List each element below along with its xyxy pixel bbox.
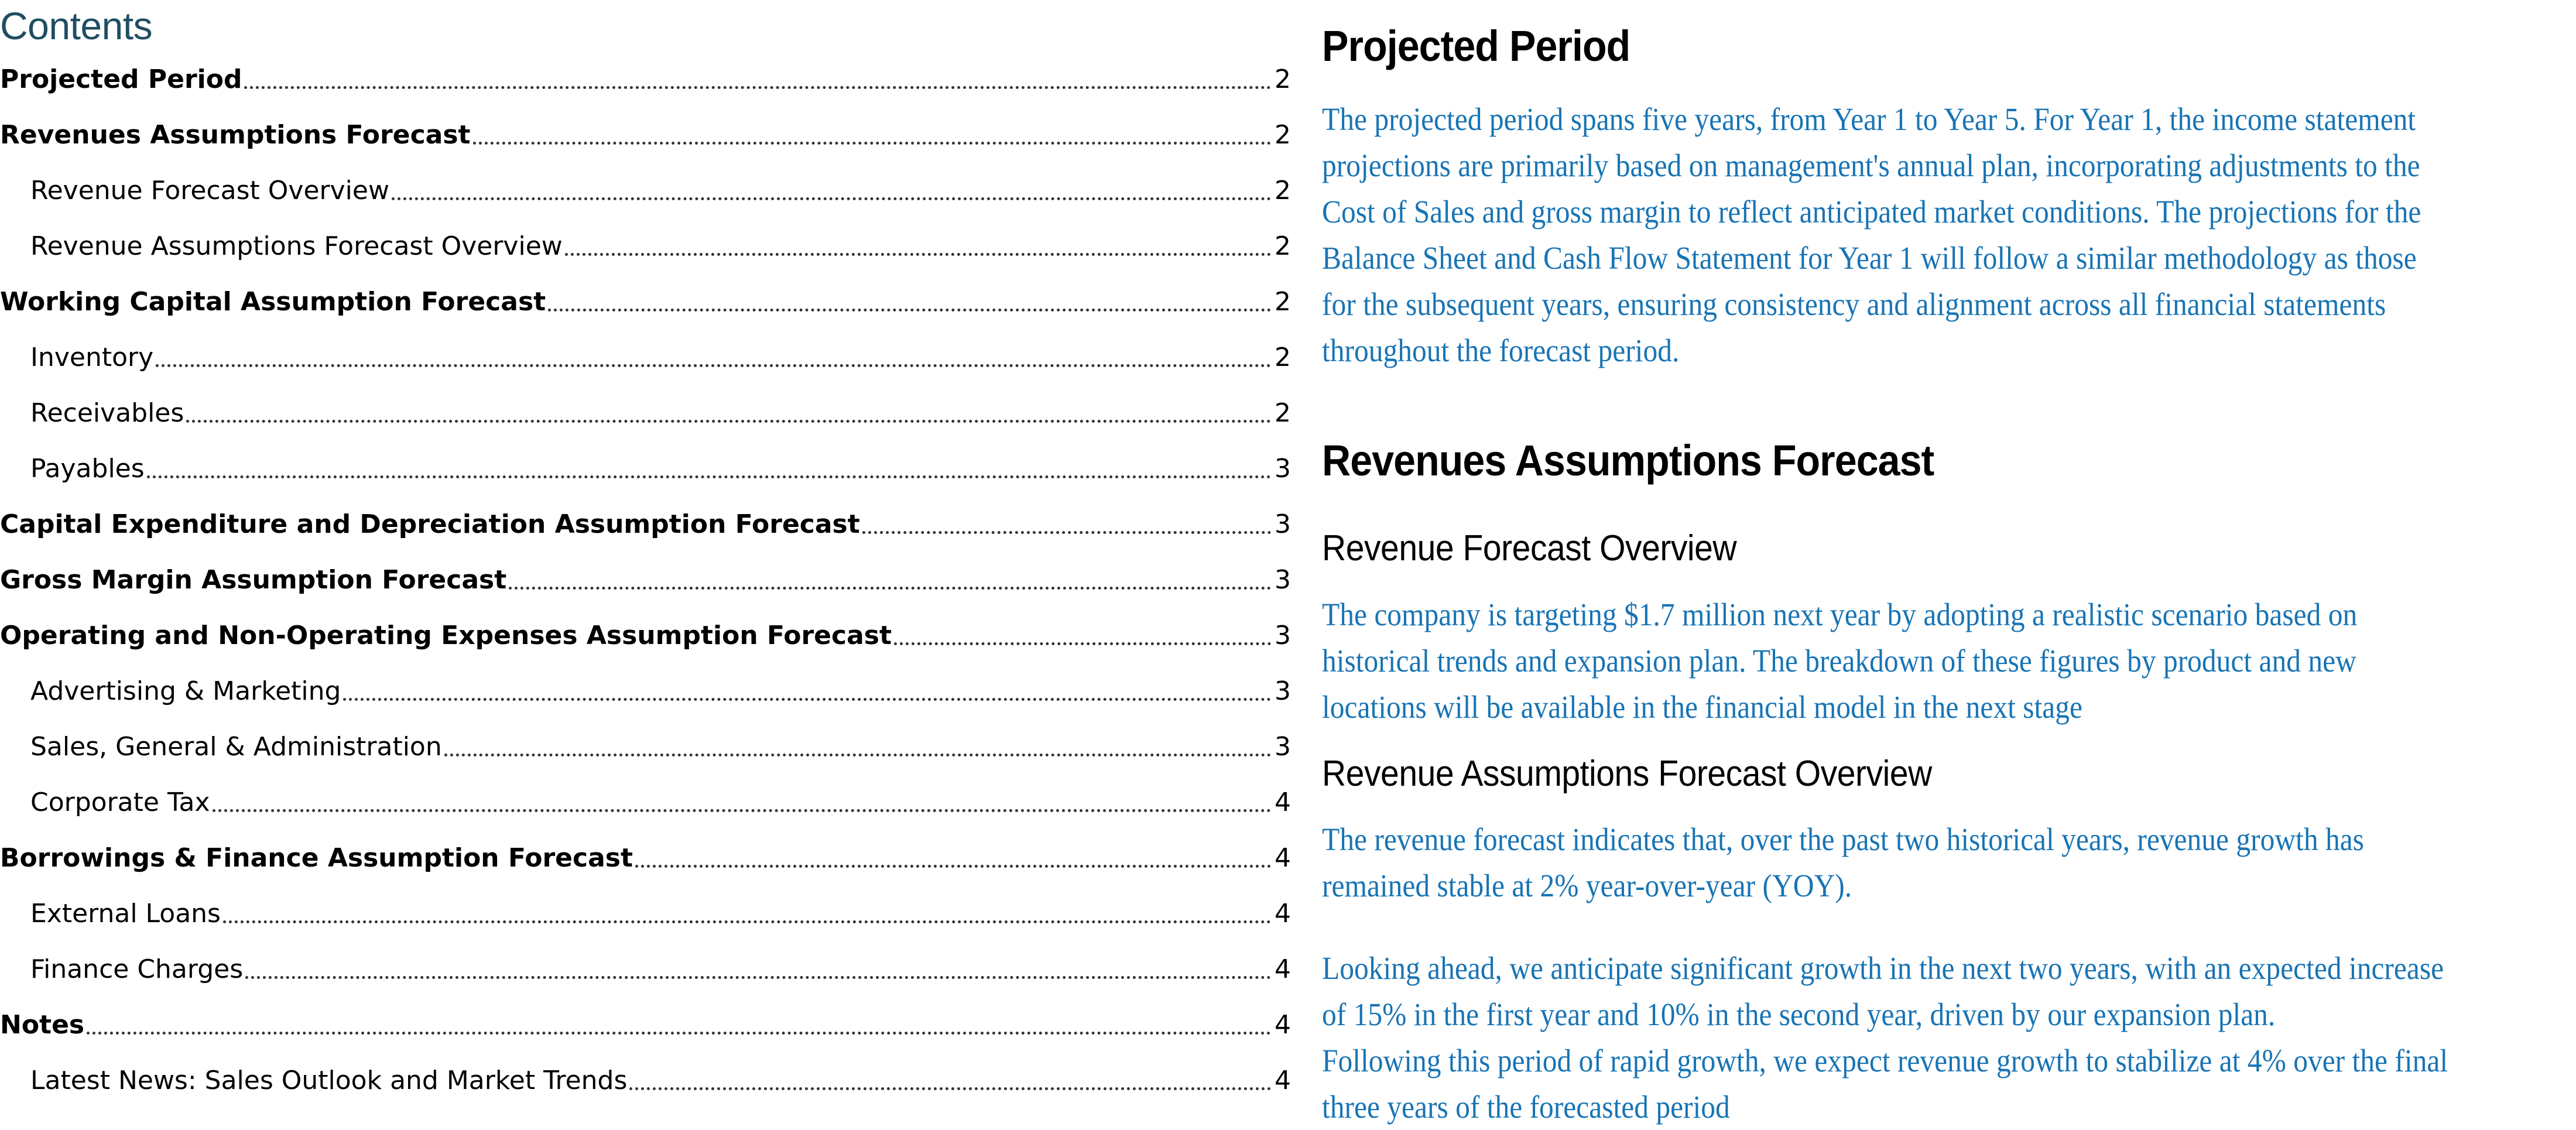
toc-entry-capital-expenditure-depreciation[interactable] <box>0 502 1291 541</box>
toc-entry-text: Revenues Assumptions Forecast <box>0 120 471 150</box>
paragraph-line: locations will be available in the financial model in the next stage <box>1322 689 2082 725</box>
toc-entry-finance-charges[interactable] <box>0 947 1291 986</box>
toc-page-number: 4 <box>1275 954 1291 984</box>
toc-entry-corporate-tax[interactable] <box>0 780 1291 819</box>
paragraph-line: historical trends and expansion plan. The breakdown of these figures by product and new <box>1322 643 2356 679</box>
toc-page-number: 2 <box>1275 231 1291 261</box>
toc-entry-advertising-marketing[interactable] <box>0 669 1291 708</box>
toc-leader <box>862 531 1271 534</box>
toc-page-number: 3 <box>1275 509 1291 539</box>
toc-page-number: 4 <box>1275 899 1291 929</box>
toc-entry-text: External Loans <box>30 899 221 929</box>
heading-revenue-forecast-overview: Revenue Forecast Overview <box>1322 528 1737 569</box>
toc-entry-text: Notes <box>0 1010 85 1040</box>
toc-entry-borrowings-finance[interactable] <box>0 836 1291 875</box>
paragraph-line: The company is targeting $1.7 million next year by adopting a realistic scenario based on <box>1322 597 2358 632</box>
toc-entry-latest-news[interactable] <box>0 1059 1291 1097</box>
paragraph-line: for the subsequent years, ensuring consistency and alignment across all financial statements <box>1322 286 2386 322</box>
toc-entry-text: Working Capital Assumption Forecast <box>0 287 546 317</box>
toc-leader <box>629 1087 1271 1090</box>
toc-entry-operating-non-operating-expenses[interactable] <box>0 614 1291 652</box>
toc-entry-external-loans[interactable] <box>0 892 1291 930</box>
toc-entry-text: Revenue Forecast Overview <box>30 176 389 206</box>
toc-entry-revenue-forecast-overview[interactable] <box>0 169 1291 207</box>
toc-leader <box>565 253 1271 256</box>
toc-entry-text: Operating and Non-Operating Expenses Assumption Forecast <box>0 621 892 650</box>
paragraph-line: The revenue forecast indicates that, over the past two historical years, revenue growth has <box>1322 821 2364 857</box>
toc-entry-projected-period[interactable] <box>0 57 1291 96</box>
toc-entry-text: Finance Charges <box>30 954 244 984</box>
toc-page-number: 2 <box>1275 398 1291 428</box>
toc-page-number: 2 <box>1275 287 1291 317</box>
toc-entry-receivables[interactable] <box>0 391 1291 430</box>
toc-entry-text: Payables <box>30 454 145 484</box>
toc-entry-revenue-assumptions-forecast-overview[interactable] <box>0 224 1291 263</box>
toc-leader <box>147 475 1271 478</box>
paragraph-projected-period <box>1322 96 2576 374</box>
toc-entry-payables[interactable] <box>0 447 1291 485</box>
toc-entry-text: Advertising & Marketing <box>30 676 341 706</box>
toc-entry-text: Gross Margin Assumption Forecast <box>0 565 507 595</box>
toc-entry-gross-margin-assumption-forecast[interactable] <box>0 558 1291 597</box>
toc-entry-text: Latest News: Sales Outlook and Market Trends <box>30 1066 628 1095</box>
toc-leader <box>444 754 1271 756</box>
toc-entry-text: Revenue Assumptions Forecast Overview <box>30 231 563 261</box>
toc-leader <box>635 865 1271 868</box>
paragraph-line: of 15% in the first year and 10% in the second year, driven by our expansion plan. <box>1322 997 2276 1032</box>
toc-leader <box>223 920 1271 923</box>
toc-page-number: 3 <box>1275 732 1291 762</box>
toc-leader <box>509 587 1271 590</box>
toc-entry-text: Receivables <box>30 398 184 428</box>
paragraph-line: Cost of Sales and gross margin to reflect anticipated market conditions. The projections for the <box>1322 194 2421 230</box>
toc-entry-text: Projected Period <box>0 64 242 94</box>
heading-revenues-assumptions-forecast: Revenues Assumptions Forecast <box>1322 436 1934 485</box>
toc-leader <box>894 642 1271 645</box>
paragraph-revenue-assumptions-2 <box>1322 945 2576 1130</box>
toc-entry-text: Sales, General & Administration <box>30 732 442 762</box>
paragraph-line: The projected period spans five years, from Year 1 to Year 5. For Year 1, the income statement <box>1322 101 2416 137</box>
toc-entry-text: Capital Expenditure and Depreciation Assumption Forecast <box>0 509 860 539</box>
paragraph-line: Balance Sheet and Cash Flow Statement for Year 1 will follow a similar methodology as those <box>1322 240 2417 276</box>
heading-revenue-assumptions-forecast-overview: Revenue Assumptions Forecast Overview <box>1322 754 1932 794</box>
toc-page-number: 4 <box>1275 1066 1291 1095</box>
toc-entry-text: Corporate Tax <box>30 787 210 817</box>
toc-page-number: 4 <box>1275 1010 1291 1040</box>
toc-leader <box>245 976 1271 979</box>
toc-leader <box>548 309 1271 311</box>
toc-leader <box>343 698 1271 701</box>
toc-entry-sales-general-administration[interactable] <box>0 725 1291 763</box>
toc-leader <box>244 86 1271 89</box>
toc-page-number: 3 <box>1275 565 1291 595</box>
toc-title: Contents <box>0 4 153 47</box>
heading-projected-period: Projected Period <box>1322 22 1630 70</box>
toc-page-number: 2 <box>1275 120 1291 150</box>
toc-entry-text: Inventory <box>30 343 154 372</box>
paragraph-line: projections are primarily based on management's annual plan, incorporating adjustments to the <box>1322 148 2420 183</box>
toc-entry-text: Borrowings & Finance Assumption Forecast <box>0 843 633 873</box>
toc-page-number: 3 <box>1275 454 1291 484</box>
paragraph-line: Looking ahead, we anticipate significant growth in the next two years, with an expected increase <box>1322 950 2444 986</box>
paragraph-revenue-assumptions-1 <box>1322 816 2576 909</box>
toc-page-number: 2 <box>1275 343 1291 372</box>
toc-entry-notes[interactable] <box>0 1003 1291 1042</box>
toc-leader <box>156 364 1271 367</box>
paragraph-revenue-forecast-overview <box>1322 591 2576 730</box>
toc-page-number: 2 <box>1275 64 1291 94</box>
toc-leader <box>392 197 1271 200</box>
toc-leader <box>473 142 1271 145</box>
toc-entry-working-capital-assumption-forecast[interactable] <box>0 280 1291 319</box>
toc-page-number: 4 <box>1275 843 1291 873</box>
toc-leader <box>186 420 1271 423</box>
toc-entry-inventory[interactable] <box>0 335 1291 374</box>
paragraph-line: three years of the forecasted period <box>1322 1089 1730 1125</box>
toc-entry-revenues-assumptions-forecast[interactable] <box>0 113 1291 152</box>
toc-leader <box>87 1032 1271 1035</box>
toc-page-number: 3 <box>1275 621 1291 650</box>
toc-page-number: 2 <box>1275 176 1291 206</box>
toc-leader <box>213 809 1271 812</box>
toc-page-number: 4 <box>1275 787 1291 817</box>
paragraph-line: throughout the forecast period. <box>1322 333 1680 368</box>
toc-page-number: 3 <box>1275 676 1291 706</box>
paragraph-line: Following this period of rapid growth, we expect revenue growth to stabilize at 4% over the final <box>1322 1043 2448 1078</box>
paragraph-line: remained stable at 2% year-over-year (YOY). <box>1322 868 1852 903</box>
